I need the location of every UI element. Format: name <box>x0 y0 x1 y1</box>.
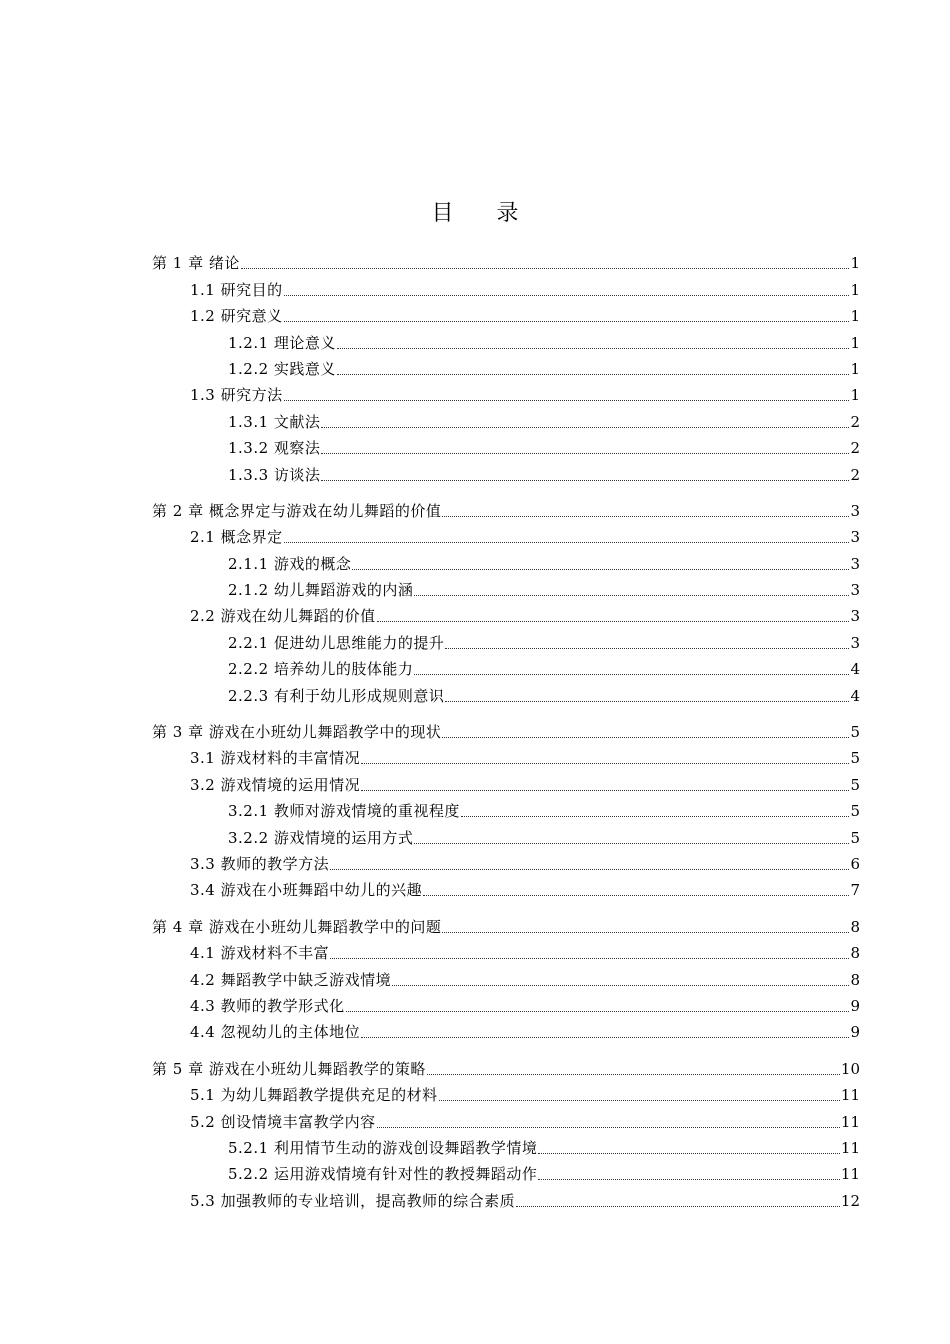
toc-section-entry[interactable] <box>152 652 860 678</box>
toc-dot-leader <box>392 985 849 986</box>
toc-dot-leader <box>337 348 850 349</box>
toc-section-entry[interactable] <box>152 520 860 546</box>
toc-section-entry[interactable] <box>152 847 860 873</box>
toc-page-number: 7 <box>850 881 860 900</box>
toc-page-number: 1 <box>850 359 860 378</box>
toc-entry-label: 第 5 章 游戏在小班幼儿舞蹈教学的策略 <box>152 1059 426 1078</box>
toc-section-entry[interactable] <box>152 378 860 404</box>
toc-entry-label: 3.1 游戏材料的丰富情况 <box>190 749 361 768</box>
toc-entry-label: 5.2.1 利用情节生动的游戏创设舞蹈教学情境 <box>228 1138 538 1157</box>
toc-dot-leader <box>445 648 849 649</box>
toc-section-entry[interactable] <box>152 962 860 988</box>
toc-section-entry[interactable] <box>152 1131 860 1157</box>
toc-page-number: 3 <box>850 633 860 652</box>
toc-page-number: 8 <box>850 917 860 936</box>
toc-dot-leader <box>352 569 849 570</box>
toc-page-number: 1 <box>850 280 860 299</box>
toc-page-number: 5 <box>850 775 860 794</box>
toc-chapter-entry[interactable] <box>152 494 860 520</box>
toc-dot-leader <box>361 1037 849 1038</box>
toc-title: 目 录 <box>431 201 537 226</box>
toc-dot-leader <box>439 1100 840 1101</box>
toc-dot-leader <box>445 701 849 702</box>
toc-dot-leader <box>516 1206 840 1207</box>
toc-page-number: 10 <box>840 1059 860 1078</box>
toc-dot-leader <box>337 374 850 375</box>
toc-page-number: 6 <box>850 854 860 873</box>
toc-entry-label: 3.2.1 教师对游戏情境的重视程度 <box>228 802 460 821</box>
toc-section-entry[interactable] <box>152 873 860 899</box>
toc-dot-leader <box>284 400 850 401</box>
toc-dot-leader <box>442 737 849 738</box>
toc-page-number: 5 <box>850 723 860 742</box>
toc-entry-label: 1.2.1 理论意义 <box>228 333 336 352</box>
toc-dot-leader <box>321 427 849 428</box>
toc-page-number: 3 <box>850 528 860 547</box>
toc-page-number: 8 <box>850 944 860 963</box>
toc-dot-leader <box>346 1011 850 1012</box>
toc-page-number: 3 <box>850 501 860 520</box>
toc-page-number: 1 <box>850 254 860 273</box>
toc-page-number: 12 <box>840 1191 860 1210</box>
toc-dot-leader <box>321 480 849 481</box>
toc-page-number: 5 <box>850 749 860 768</box>
toc-dot-leader <box>414 674 849 675</box>
toc-dot-leader <box>423 895 849 896</box>
toc-entry-label: 1.3 研究方法 <box>190 386 283 405</box>
toc-section-entry[interactable] <box>152 678 860 704</box>
toc-section-entry[interactable] <box>152 599 860 625</box>
table-of-contents <box>152 246 860 1210</box>
toc-page-number: 5 <box>850 828 860 847</box>
toc-section-entry[interactable] <box>152 272 860 298</box>
toc-dot-leader <box>330 869 849 870</box>
toc-page-number: 2 <box>850 412 860 431</box>
toc-entry-label: 第 3 章 游戏在小班幼儿舞蹈教学中的现状 <box>152 723 442 742</box>
toc-entry-label: 5.3 加强教师的专业培训，提高教师的综合素质 <box>190 1191 516 1210</box>
toc-entry-label: 2.2 游戏在幼儿舞蹈的价值 <box>190 607 376 626</box>
toc-section-entry[interactable] <box>152 573 860 599</box>
toc-page-number: 2 <box>850 465 860 484</box>
toc-page-number: 1 <box>850 307 860 326</box>
toc-entry-label: 2.1.2 幼儿舞蹈游戏的内涵 <box>228 581 414 600</box>
toc-section-entry[interactable] <box>152 457 860 483</box>
toc-section-entry[interactable] <box>152 820 860 846</box>
toc-entry-label: 2.1 概念界定 <box>190 528 283 547</box>
toc-section-entry[interactable] <box>152 325 860 351</box>
toc-page-number: 3 <box>850 607 860 626</box>
toc-entry-label: 4.3 教师的教学形式化 <box>190 996 345 1015</box>
toc-section-entry[interactable] <box>152 989 860 1015</box>
toc-page-number: 11 <box>840 1112 860 1131</box>
toc-section-entry[interactable] <box>152 794 860 820</box>
toc-page-number: 2 <box>850 439 860 458</box>
toc-page-number: 3 <box>850 554 860 573</box>
toc-dot-leader <box>321 453 849 454</box>
toc-entry-label: 2.2.2 培养幼儿的肢体能力 <box>228 660 414 679</box>
toc-section-entry[interactable] <box>152 1015 860 1041</box>
toc-dot-leader <box>461 816 850 817</box>
toc-entry-label: 2.2.1 促进幼儿思维能力的提升 <box>228 633 445 652</box>
toc-entry-label: 2.2.3 有利于幼儿形成规则意识 <box>228 686 445 705</box>
toc-entry-label: 3.3 教师的教学方法 <box>190 854 330 873</box>
toc-page-number: 9 <box>850 1023 860 1042</box>
toc-entry-label: 1.3.2 观察法 <box>228 439 321 458</box>
toc-section-entry[interactable] <box>152 1157 860 1183</box>
toc-page-number: 1 <box>850 333 860 352</box>
toc-chapter-entry[interactable] <box>152 246 860 272</box>
toc-entry-label: 3.2.2 游戏情境的运用方式 <box>228 828 414 847</box>
toc-dot-leader <box>377 1127 840 1128</box>
toc-entry-label: 1.2 研究意义 <box>190 307 283 326</box>
toc-dot-leader <box>442 516 849 517</box>
toc-section-entry[interactable] <box>152 299 860 325</box>
toc-section-entry[interactable] <box>152 936 860 962</box>
toc-entry-label: 第 2 章 概念界定与游戏在幼儿舞蹈的价值 <box>152 501 442 520</box>
toc-page-number: 4 <box>850 660 860 679</box>
toc-section-entry[interactable] <box>152 431 860 457</box>
toc-section-entry[interactable] <box>152 404 860 430</box>
toc-entry-label: 3.2 游戏情境的运用情况 <box>190 775 361 794</box>
toc-section-entry[interactable] <box>152 546 860 572</box>
toc-entry-label: 第 4 章 游戏在小班幼儿舞蹈教学中的问题 <box>152 917 442 936</box>
toc-section-entry[interactable] <box>152 1078 860 1104</box>
toc-entry-label: 1.3.1 文献法 <box>228 412 321 431</box>
toc-section-entry[interactable] <box>152 625 860 651</box>
toc-section-entry[interactable] <box>152 741 860 767</box>
toc-chapter-entry[interactable] <box>152 909 860 935</box>
toc-entry-label: 1.3.3 访谈法 <box>228 465 321 484</box>
toc-dot-leader <box>284 295 850 296</box>
toc-entry-label: 4.4 忽视幼儿的主体地位 <box>190 1023 361 1042</box>
toc-page-number: 11 <box>840 1138 860 1157</box>
toc-entry-label: 5.2 创设情境丰富教学内容 <box>190 1112 376 1131</box>
toc-page-number: 8 <box>850 970 860 989</box>
toc-dot-leader <box>377 621 850 622</box>
toc-section-entry[interactable] <box>152 1183 860 1209</box>
toc-section-entry[interactable] <box>152 352 860 378</box>
toc-page-number: 4 <box>850 686 860 705</box>
toc-dot-leader <box>284 321 850 322</box>
toc-dot-leader <box>427 1074 840 1075</box>
toc-dot-leader <box>414 843 849 844</box>
toc-page-number: 5 <box>850 802 860 821</box>
toc-entry-label: 第 1 章 绪论 <box>152 254 240 273</box>
toc-entry-label: 1.1 研究目的 <box>190 280 283 299</box>
toc-chapter-entry[interactable] <box>152 715 860 741</box>
toc-dot-leader <box>241 268 850 269</box>
toc-entry-label: 1.2.2 实践意义 <box>228 359 336 378</box>
toc-entry-label: 2.1.1 游戏的概念 <box>228 554 352 573</box>
toc-page-number: 3 <box>850 581 860 600</box>
toc-entry-label: 3.4 游戏在小班舞蹈中幼儿的兴趣 <box>190 881 423 900</box>
toc-dot-leader <box>414 595 849 596</box>
toc-dot-leader <box>361 790 849 791</box>
toc-page-number: 1 <box>850 386 860 405</box>
toc-dot-leader <box>361 763 849 764</box>
toc-dot-leader <box>284 542 850 543</box>
toc-page-number: 11 <box>840 1165 860 1184</box>
toc-page-number: 9 <box>850 996 860 1015</box>
toc-entry-label: 5.2.2 运用游戏情境有针对性的教授舞蹈动作 <box>228 1165 538 1184</box>
toc-dot-leader <box>442 932 849 933</box>
toc-section-entry[interactable] <box>152 767 860 793</box>
toc-page-number: 11 <box>840 1086 860 1105</box>
toc-entry-label: 4.1 游戏材料不丰富 <box>190 944 330 963</box>
toc-dot-leader <box>538 1179 839 1180</box>
toc-entry-label: 5.1 为幼儿舞蹈教学提供充足的材料 <box>190 1086 438 1105</box>
toc-dot-leader <box>538 1153 839 1154</box>
toc-chapter-entry[interactable] <box>152 1051 860 1077</box>
toc-entry-label: 4.2 舞蹈教学中缺乏游戏情境 <box>190 970 392 989</box>
toc-section-entry[interactable] <box>152 1104 860 1130</box>
toc-dot-leader <box>330 958 849 959</box>
